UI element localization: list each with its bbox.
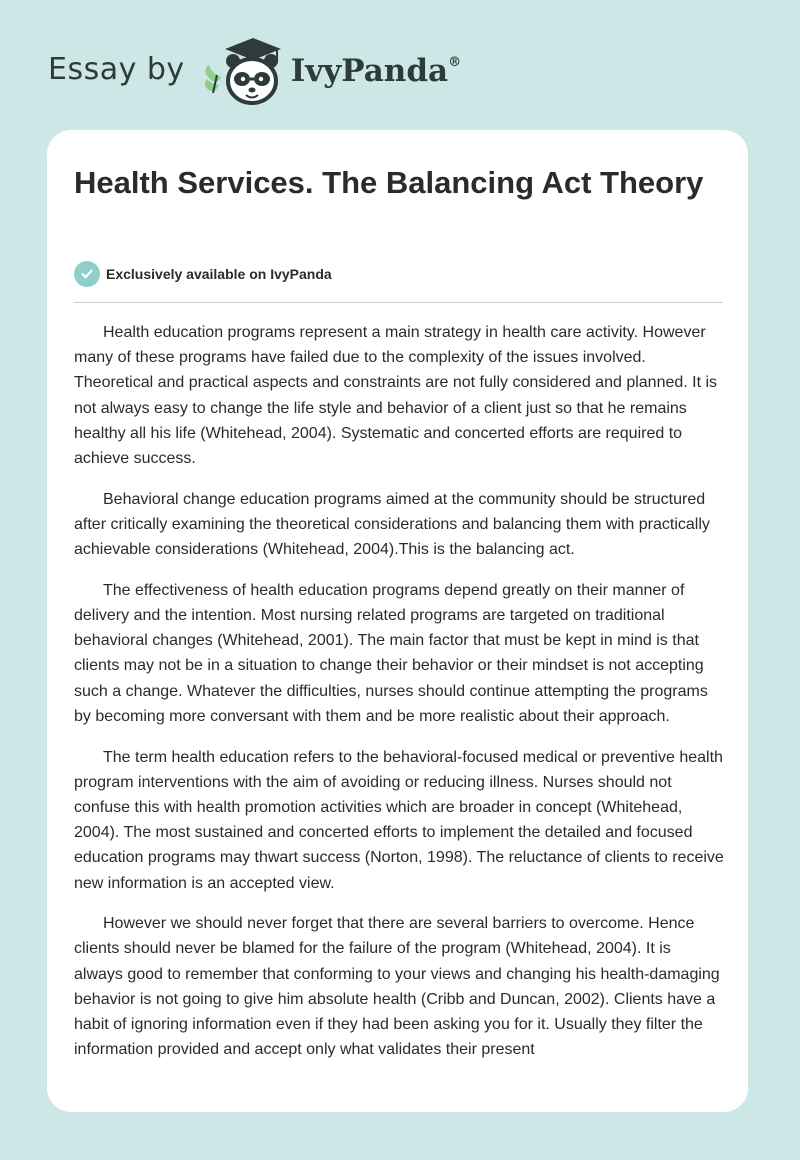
paragraph: The effectiveness of health education programs depend greatly on their manner of delivery and the intention. Most nursing related programs are targeted on traditional behavioral changes (Whitehead, 2001). The main factor that must be kept in mind is that clients may not be in a situation to change their behavior or their mindset is not accepting such a change. Whatever the difficulties, nurses should continue attempting the programs by becoming more conversant with them and be more realistic about their approach. [74,581,708,725]
article-body [74,320,724,1078]
check-icon [74,261,100,287]
site-header-brand [48,32,461,112]
exclusive-label: Exclusively available on IvyPanda [106,266,332,282]
paragraph: The term health education refers to the behavioral-focused medical or preventive health program interventions with the aim of avoiding or reducing illness. Nurses should not confuse this with health promotion activities which are broader in concept (Whitehead, 2004). The most sustained and concerted efforts to implement the detailed and focused education programs may thwart success (Norton, 1998). The reluctance of clients to receive new information is an accepted view. [74,748,724,892]
article-card [47,130,748,1112]
paragraph: Health education programs represent a main strategy in health care activity. However many of these programs have failed due to the complexity of the issues involved. Theoretical and practical aspects and constraints are not fully considered and planned. It is not always easy to change the life style and behavior of a client just so that he remains healthy all his life (Whitehead, 2004). Systematic and concerted efforts are required to achieve success. [74,324,718,468]
paragraph: Behavioral change education programs aimed at the community should be structured after critically examining the theoretical considerations and balancing them with practically achievable considerations (Whitehead, 2004).This is the balancing act. [74,490,710,559]
brand-name[interactable]: IvyPanda® [290,53,462,89]
paragraph: However we should never forget that there are several barriers to overcome. Hence clients should never be blamed for the failure of the program (Whitehead, 2004). It is always good to remember that conforming to your views and changing his health-damaging behavior is not going to give him absolute health (Cribb and Duncan, 2002). Clients have a habit of ignoring information even if they had been asking you for it. Usually they filter the information provided and accept only what validates their present [74,915,720,1059]
exclusive-badge [74,261,332,287]
panda-graduate-icon[interactable] [199,35,287,109]
registered-mark: ® [448,55,462,70]
page-title: Health Services. The Balancing Act Theory [74,165,704,200]
divider [74,302,723,303]
brand-prefix: Essay by [48,51,185,87]
